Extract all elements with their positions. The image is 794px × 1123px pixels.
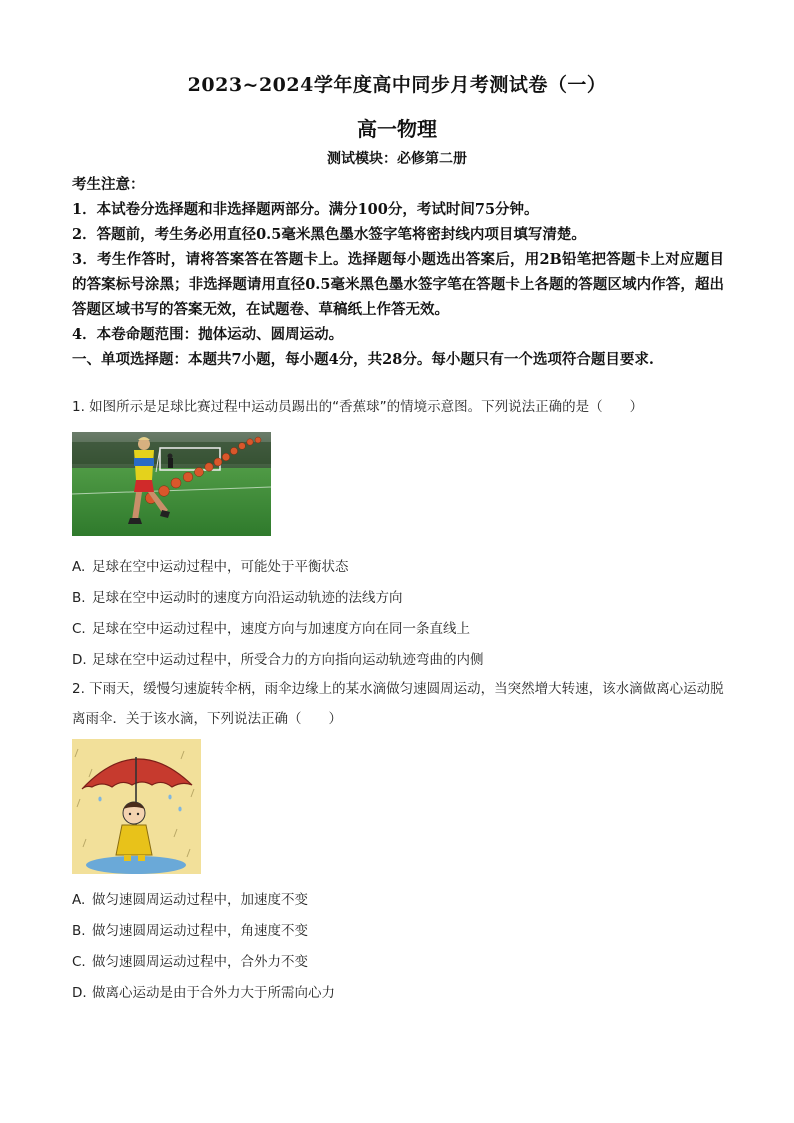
umbrella-rain-image [72, 739, 201, 874]
option-label: D. [72, 985, 87, 1001]
q2-option-c[interactable] [72, 950, 308, 970]
option-label: A. [72, 559, 86, 575]
note-item-4: 4．本卷命题范围：抛体运动、圆周运动。 [72, 326, 344, 343]
section-heading: 一、单项选择题：本题共7小题，每小题4分，共28分。每小题只有一个选项符合题目要求. [72, 351, 654, 368]
note-item-2: 2．答题前，考生务必用直径0.5毫米黑色墨水签字笔将密封线内项目填写清楚。 [72, 226, 586, 243]
exam-title: 2023~2024学年度高中同步月考测试卷（一） [187, 74, 607, 96]
subject-title: 高一物理 [357, 117, 437, 141]
option-text: 做匀速圆周运动过程中，合外力不变 [92, 954, 308, 970]
option-label: C. [72, 621, 86, 637]
umbrella-illustration [72, 739, 201, 874]
note-item-1: 1．本试卷分选择题和非选择题两部分。满分100分，考试时间75分钟。 [72, 201, 539, 218]
module-line: 测试模块：必修第二册 [327, 151, 467, 167]
soccer-illustration [72, 432, 271, 536]
question-1-stem: 1. 如图所示是足球比赛过程中运动员踢出的“香蕉球”的情境示意图。下列说法正确的是（ ） [72, 399, 644, 415]
option-label: B. [72, 923, 86, 939]
q2-option-a[interactable] [72, 888, 308, 908]
soccer-banana-kick-image [72, 432, 271, 536]
notes-heading: 考生注意： [72, 176, 145, 193]
note-item-3: 3．考生作答时，请将答案答在答题卡上。选择题每小题选出答案后，用2B铅笔把答题卡上对应题目的答案标号涂黑；非选择题请用直径0.5毫米黑色墨水签字笔在答题卡上各题的答题区域内作答，超出答题区域书写的答案无效，在试题卷、草稿纸上作答无效。 [72, 251, 724, 318]
q1-option-b[interactable] [72, 586, 403, 606]
question-2-stem: 2. 下雨天，缓慢匀速旋转伞柄，雨伞边缘上的某水滴做匀速圆周运动，当突然增大转速，该水滴做离心运动脱离雨伞．关于该水滴，下列说法正确（ ） [72, 681, 724, 727]
option-text: 足球在空中运动过程中，所受合力的方向指向运动轨迹弯曲的内侧 [92, 652, 484, 668]
option-text: 做匀速圆周运动过程中，角速度不变 [92, 923, 308, 939]
option-text: 做匀速圆周运动过程中，加速度不变 [92, 892, 308, 908]
option-label: B. [72, 590, 86, 606]
option-text: 足球在空中运动时的速度方向沿运动轨迹的法线方向 [92, 590, 403, 606]
q1-option-d[interactable] [72, 648, 484, 668]
option-text: 足球在空中运动过程中，速度方向与加速度方向在同一条直线上 [92, 621, 470, 637]
q1-option-a[interactable] [72, 555, 349, 575]
option-label: D. [72, 652, 87, 668]
option-label: C. [72, 954, 86, 970]
q2-option-b[interactable] [72, 919, 308, 939]
option-text: 足球在空中运动过程中，可能处于平衡状态 [92, 559, 349, 575]
q2-option-d[interactable] [72, 981, 335, 1001]
option-text: 做离心运动是由于合外力大于所需向心力 [92, 985, 335, 1001]
exam-notes [72, 172, 724, 372]
q1-option-c[interactable] [72, 617, 470, 637]
option-label: A. [72, 892, 86, 908]
